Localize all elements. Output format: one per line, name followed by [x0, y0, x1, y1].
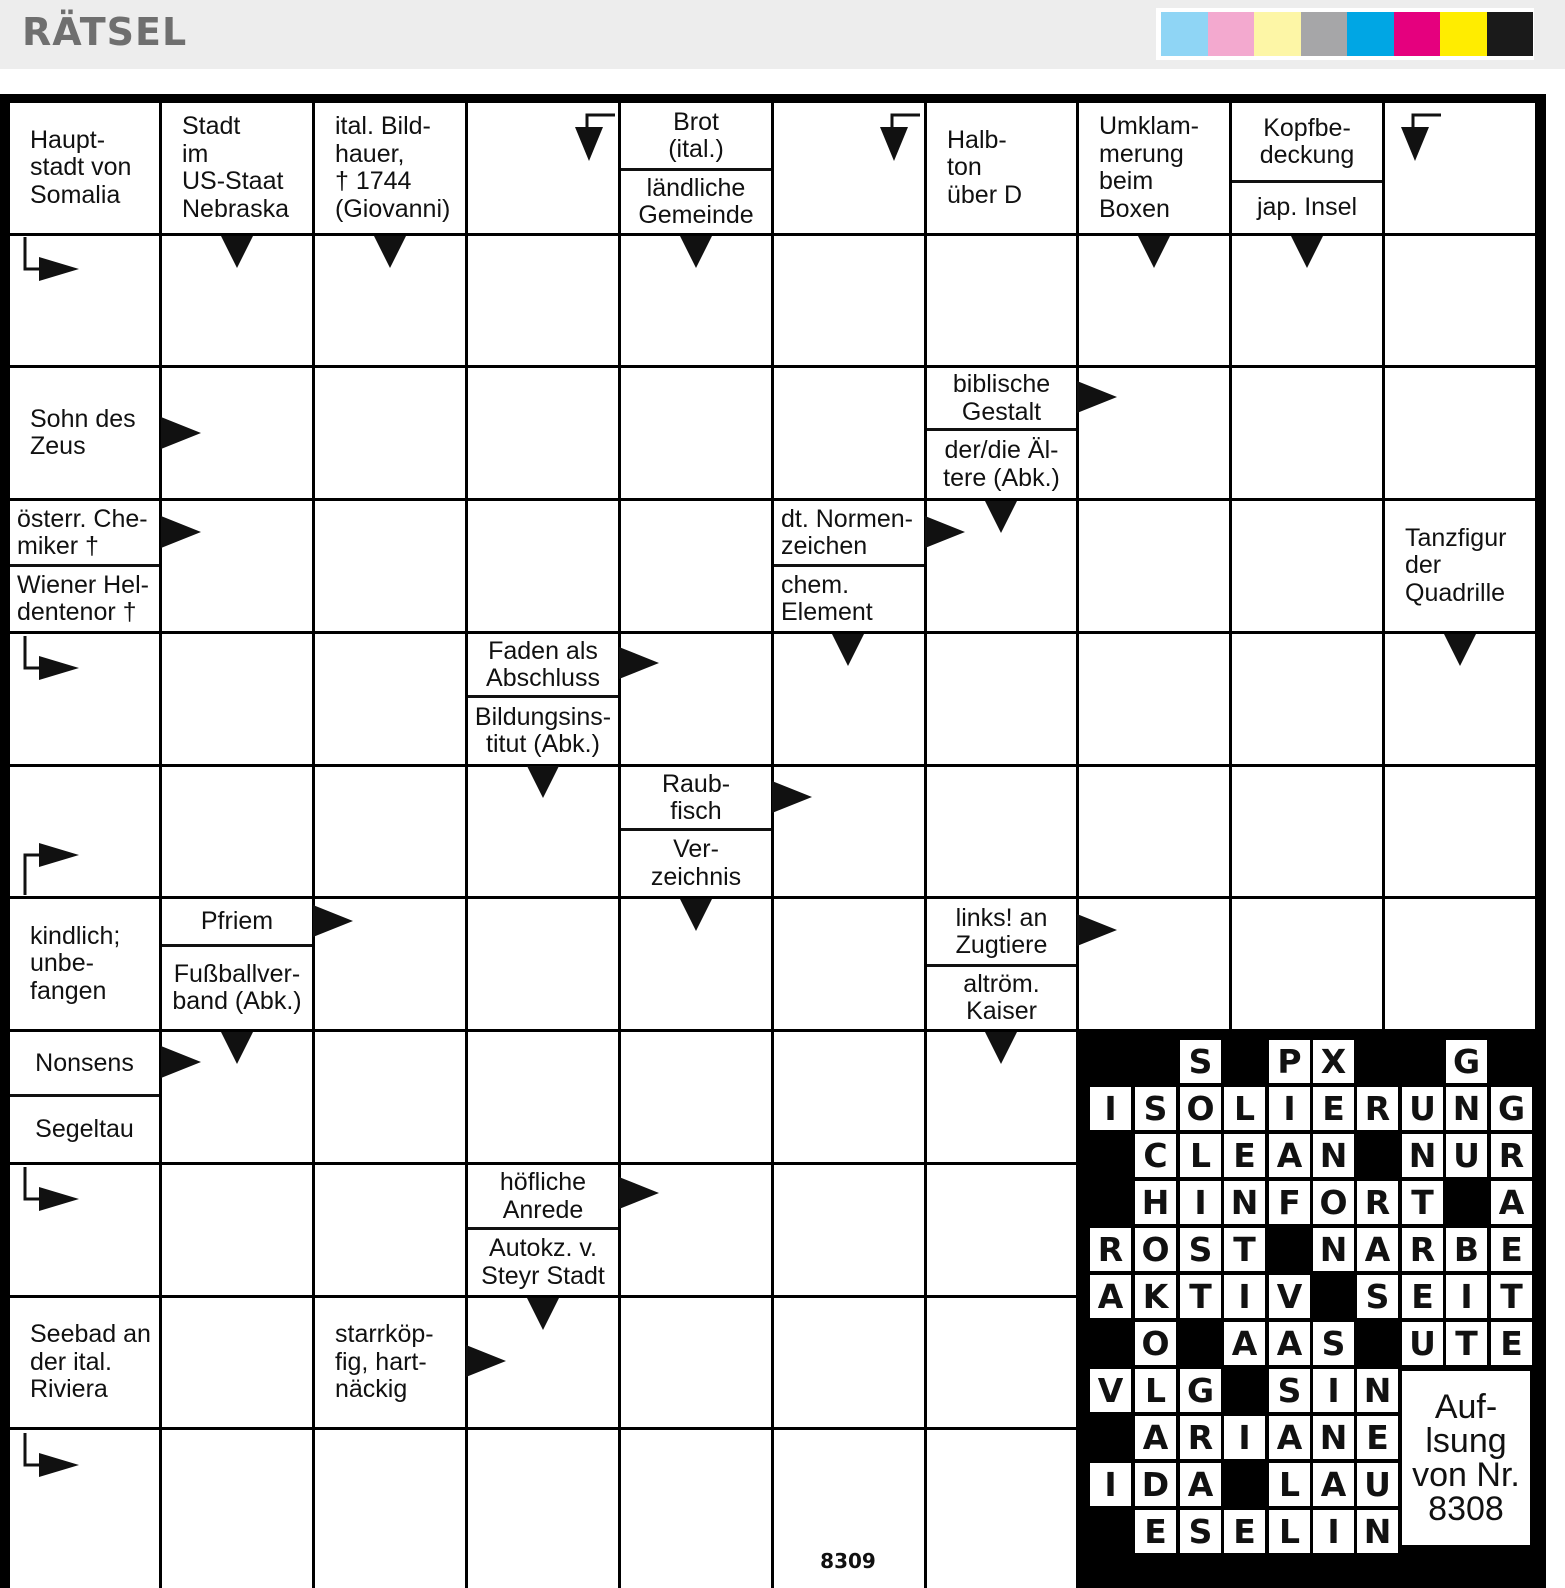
answer-cell[interactable] [1385, 899, 1535, 1029]
down-arrow-icon [985, 1032, 1017, 1064]
clue-cell [927, 899, 1076, 1029]
right-arrow-icon [772, 781, 812, 813]
solution-letter: S [1180, 1040, 1221, 1083]
answer-cell[interactable] [927, 1165, 1076, 1295]
bent-right-arrow-icon [23, 1167, 83, 1217]
color-swatch [1440, 12, 1487, 56]
solution-letter: R [1491, 1134, 1532, 1177]
clue-text: Brot (ital.) [668, 107, 724, 163]
solution-letter: G [1446, 1040, 1487, 1083]
solution-letter: I [1446, 1275, 1487, 1318]
clue-text: starrköp- fig, hart- näckig [335, 1320, 434, 1404]
solution-letter: L [1269, 1463, 1310, 1506]
solution-letter: N [1313, 1416, 1354, 1459]
solution-letter: E [1491, 1228, 1532, 1271]
answer-cell[interactable] [774, 1165, 924, 1295]
clue-text: Umklam- merung beim Boxen [1099, 112, 1199, 223]
answer-cell[interactable] [315, 1430, 465, 1588]
solution-letter: P [1269, 1040, 1310, 1083]
solution-letter: N [1313, 1134, 1354, 1177]
clue-text: Sohn des Zeus [30, 404, 136, 460]
solution-letter: E [1224, 1134, 1265, 1177]
right-arrow-icon [619, 647, 659, 679]
solution-letter: G [1491, 1087, 1532, 1130]
down-arrow-icon [1444, 634, 1476, 666]
clue-text: ländliche Gemeinde [638, 173, 754, 229]
answer-cell[interactable] [927, 1430, 1076, 1588]
answer-cell[interactable] [927, 236, 1076, 365]
solution-letter: X [1313, 1040, 1354, 1083]
down-arrow-icon [221, 1032, 253, 1064]
solution-letter: F [1269, 1181, 1310, 1224]
clue-cell [10, 899, 159, 1029]
solution-letter: U [1402, 1322, 1443, 1365]
solution-letter: A [1135, 1416, 1176, 1459]
solution-letter: A [1357, 1228, 1398, 1271]
answer-cell[interactable] [927, 1298, 1076, 1427]
solution-letter: A [1313, 1463, 1354, 1506]
clue-text: der/die Äl- tere (Abk.) [943, 436, 1060, 492]
answer-cell[interactable] [468, 501, 618, 631]
answer-cell[interactable] [468, 899, 618, 1029]
clue-text: Fußballver- band (Abk.) [172, 959, 302, 1015]
answer-cell[interactable] [621, 1032, 771, 1162]
color-swatch [1347, 12, 1394, 56]
color-swatch [1254, 12, 1301, 56]
answer-cell[interactable] [1232, 899, 1382, 1029]
solution-letter: A [1090, 1275, 1131, 1318]
answer-cell[interactable] [315, 1032, 465, 1162]
solution-letter: N [1313, 1228, 1354, 1271]
clue-text: höfliche Anrede [499, 1168, 587, 1224]
bent-down-arrow-icon [575, 113, 625, 161]
answer-cell[interactable] [621, 1298, 771, 1427]
solution-letter: V [1090, 1369, 1131, 1412]
solution-letter: A [1224, 1322, 1265, 1365]
clue-cell [162, 899, 312, 1029]
clue-cell [774, 501, 924, 631]
solution-letter: A [1269, 1416, 1310, 1459]
answer-cell[interactable] [468, 1032, 618, 1162]
solution-letter: A [1269, 1322, 1310, 1365]
solution-letter: I [1313, 1369, 1354, 1412]
clue-cell [10, 1032, 159, 1162]
answer-cell[interactable] [162, 1165, 312, 1295]
clue-text: biblische Gestalt [952, 370, 1051, 426]
right-arrow-icon [1077, 381, 1117, 413]
clue-cell [162, 103, 312, 233]
answer-cell[interactable] [621, 1430, 771, 1588]
answer-cell[interactable] [315, 501, 465, 631]
answer-cell[interactable] [774, 899, 924, 1029]
solution-letter: H [1135, 1181, 1176, 1224]
clue-text: Tanzfigur der Quadrille [1405, 523, 1507, 607]
right-arrow-icon [1077, 914, 1117, 946]
answer-cell[interactable] [774, 1032, 924, 1162]
solution-letter: C [1135, 1134, 1176, 1177]
answer-cell[interactable] [1385, 368, 1535, 498]
solution-letter: R [1402, 1228, 1443, 1271]
solution-letter: K [1135, 1275, 1176, 1318]
clue-text: Raub- fisch [661, 769, 731, 825]
clue-text: Halb- ton über D [947, 125, 1023, 209]
solution-letter: G [1180, 1369, 1221, 1412]
solution-letter: T [1491, 1275, 1532, 1318]
clue-cell [468, 634, 618, 764]
bent-right-arrow-icon [23, 237, 83, 287]
solution-letter: S [1357, 1275, 1398, 1318]
answer-cell[interactable] [774, 236, 924, 365]
answer-cell[interactable] [1232, 501, 1382, 631]
puzzle-number: 8309 [810, 1548, 886, 1588]
clue-cell [1385, 501, 1535, 631]
clue-cell [1079, 103, 1229, 233]
answer-cell[interactable] [315, 1165, 465, 1295]
page-title: RÄTSEL [22, 10, 188, 54]
clue-cell [10, 1298, 159, 1427]
answer-cell[interactable] [1079, 634, 1229, 764]
answer-cell[interactable] [1232, 634, 1382, 764]
solution-letter: E [1402, 1275, 1443, 1318]
solution-letter: S [1135, 1087, 1176, 1130]
bent-right-arrow-icon [23, 843, 83, 895]
answer-cell[interactable] [774, 368, 924, 498]
clue-text: dt. Normen- zeichen [781, 504, 913, 560]
answer-cell[interactable] [468, 1430, 618, 1588]
clue-text: kindlich; unbe- fangen [30, 921, 121, 1005]
solution-letter: E [1491, 1322, 1532, 1365]
answer-cell[interactable] [927, 767, 1076, 896]
solution-letter: R [1180, 1416, 1221, 1459]
solution-letter: N [1224, 1181, 1265, 1224]
answer-cell[interactable] [621, 368, 771, 498]
solution-letter: U [1402, 1087, 1443, 1130]
answer-cell[interactable] [315, 767, 465, 896]
down-arrow-icon [374, 236, 406, 268]
answer-cell[interactable] [1079, 767, 1229, 896]
right-arrow-icon [161, 417, 201, 449]
solution-letter: U [1446, 1134, 1487, 1177]
color-swatch [1161, 12, 1208, 56]
solution-letter: E [1313, 1087, 1354, 1130]
clue-cell [10, 501, 159, 631]
solution-letter: N [1357, 1510, 1398, 1553]
clue-cell [10, 368, 159, 498]
down-arrow-icon [1291, 236, 1323, 268]
color-calibration-bar [1156, 8, 1534, 60]
clue-text: Nonsens [35, 1048, 134, 1077]
answer-cell[interactable] [621, 501, 771, 631]
down-arrow-icon [1138, 236, 1170, 268]
down-arrow-icon [832, 634, 864, 666]
color-swatch [1301, 12, 1348, 56]
color-swatch [1208, 12, 1255, 56]
solution-letter: O [1180, 1087, 1221, 1130]
solution-letter: E [1135, 1510, 1176, 1553]
color-swatch [1487, 12, 1534, 56]
solution-letter: B [1446, 1228, 1487, 1271]
clue-text: Kopfbe- deckung [1259, 113, 1355, 169]
solution-letter: U [1357, 1463, 1398, 1506]
clue-text: jap. Insel [1256, 193, 1358, 222]
answer-cell[interactable] [468, 368, 618, 498]
solution-letter: T [1180, 1275, 1221, 1318]
solution-letter: T [1224, 1228, 1265, 1271]
solution-letter: L [1135, 1369, 1176, 1412]
clue-text: Stadt im US-Staat Nebraska [182, 112, 289, 223]
clue-text: Segeltau [35, 1114, 134, 1143]
clue-cell [10, 103, 159, 233]
down-arrow-icon [985, 501, 1017, 533]
solution-letter: O [1135, 1322, 1176, 1365]
clue-cell [315, 1298, 465, 1427]
right-arrow-icon [161, 1046, 201, 1078]
clue-cell [621, 103, 771, 233]
solution-letter: O [1135, 1228, 1176, 1271]
answer-cell[interactable] [162, 767, 312, 896]
clue-cell [1232, 103, 1382, 233]
bent-right-arrow-icon [23, 636, 83, 686]
answer-cell[interactable] [162, 1298, 312, 1427]
solution-letter: S [1180, 1510, 1221, 1553]
solution-letter: S [1269, 1369, 1310, 1412]
solution-letter: I [1180, 1181, 1221, 1224]
solution-letter: S [1180, 1228, 1221, 1271]
answer-cell[interactable] [1385, 236, 1535, 365]
solution-letter: A [1491, 1181, 1532, 1224]
solution-letter: I [1224, 1416, 1265, 1459]
clue-cell [315, 103, 465, 233]
solution-letter: N [1402, 1134, 1443, 1177]
clue-text: ital. Bild- hauer, † 1744 (Giovanni) [335, 112, 451, 223]
solution-letter: L [1224, 1087, 1265, 1130]
answer-cell[interactable] [927, 634, 1076, 764]
answer-cell[interactable] [1232, 368, 1382, 498]
right-arrow-icon [619, 1177, 659, 1209]
clue-cell [927, 103, 1076, 233]
solution-letter: L [1269, 1510, 1310, 1553]
solution-letter: T [1446, 1322, 1487, 1365]
down-arrow-icon [221, 236, 253, 268]
solution-letter: O [1313, 1181, 1354, 1224]
solution-letter: N [1446, 1087, 1487, 1130]
clue-text: altröm. Kaiser [963, 969, 1040, 1025]
clue-text: Bildungsins- titut (Abk.) [474, 702, 612, 758]
clue-text: links! an Zugtiere [955, 903, 1048, 959]
right-arrow-icon [313, 905, 353, 937]
clue-text: Wiener Hel- dentenor † [17, 570, 149, 626]
clue-text: Faden als Abschluss [486, 636, 600, 692]
clue-text: Haupt- stadt von Somalia [30, 125, 132, 209]
answer-cell[interactable] [315, 368, 465, 498]
solution-letter: I [1313, 1510, 1354, 1553]
clue-text: Seebad an der ital. Riviera [30, 1320, 151, 1404]
page-header [0, 0, 1565, 69]
solution-letter: A [1269, 1134, 1310, 1177]
bent-down-arrow-icon [880, 113, 930, 161]
previous-solution-label: Auf- lsung von Nr. 8308 [1402, 1371, 1530, 1545]
solution-letter: D [1135, 1463, 1176, 1506]
solution-letter: I [1224, 1275, 1265, 1318]
clue-text: Pfriem [200, 907, 274, 936]
solution-letter: R [1357, 1087, 1398, 1130]
solution-letter: I [1090, 1087, 1131, 1130]
answer-cell[interactable] [162, 634, 312, 764]
down-arrow-icon [527, 1298, 559, 1330]
answer-cell[interactable] [1232, 767, 1382, 896]
solution-letter: N [1357, 1369, 1398, 1412]
right-arrow-icon [161, 516, 201, 548]
solution-letter: I [1269, 1087, 1310, 1130]
answer-cell[interactable] [468, 236, 618, 365]
clue-cell [927, 368, 1076, 498]
down-arrow-icon [527, 766, 559, 798]
right-arrow-icon [466, 1345, 506, 1377]
solution-letter: E [1357, 1416, 1398, 1459]
bent-down-arrow-icon [1401, 113, 1451, 161]
right-arrow-icon [925, 516, 965, 548]
bent-right-arrow-icon [23, 1433, 83, 1483]
solution-letter: S [1313, 1322, 1354, 1365]
solution-letter: L [1180, 1134, 1221, 1177]
solution-letter: R [1090, 1228, 1131, 1271]
answer-cell[interactable] [315, 634, 465, 764]
answer-cell[interactable] [162, 1430, 312, 1588]
clue-text: Ver- zeichnis [650, 835, 742, 891]
clue-text: österr. Che- miker † [17, 504, 148, 560]
answer-cell[interactable] [1385, 767, 1535, 896]
solution-letter: T [1402, 1181, 1443, 1224]
solution-letter: R [1357, 1181, 1398, 1224]
down-arrow-icon [680, 236, 712, 268]
solution-letter: E [1224, 1510, 1265, 1553]
solution-letter: V [1269, 1275, 1310, 1318]
clue-cell [621, 767, 771, 896]
clue-text: Autokz. v. Steyr Stadt [481, 1234, 605, 1290]
solution-letter: I [1090, 1463, 1131, 1506]
down-arrow-icon [680, 899, 712, 931]
clue-cell [468, 1165, 618, 1295]
clue-text: chem. Element [781, 570, 873, 626]
answer-cell[interactable] [1079, 501, 1229, 631]
answer-cell[interactable] [774, 1298, 924, 1427]
solution-letter: A [1180, 1463, 1221, 1506]
color-swatch [1394, 12, 1441, 56]
